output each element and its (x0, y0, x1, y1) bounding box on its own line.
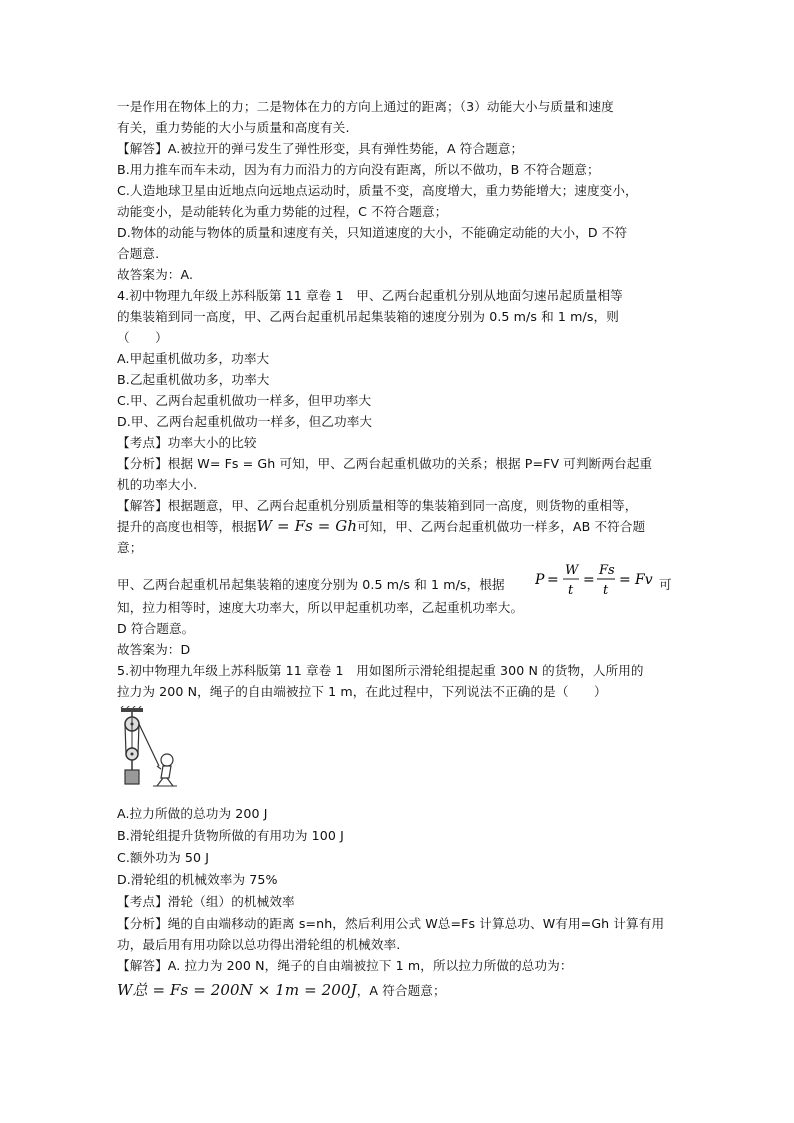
formula-line-suffix: ，A 符合题意； (356, 983, 446, 998)
question-4-stem: 4.初中物理九年级上苏科版第 11 章卷 1 甲、乙两台起重机分别从地面匀速吊起质量相等 (117, 288, 623, 303)
text-line: 拉力为 200 N，绳子的自由端被拉下 1 m，在此过程中，下列说法不正确的是（ ） (117, 684, 607, 699)
text-line: 有关，重力势能的大小与质量和高度有关. (117, 120, 350, 135)
text-line: （ ） (117, 330, 168, 345)
fenxi-line: 【分析】绳的自由端移动的距离 s=nh，然后利用公式 W总=Fs 计算总功、W有用=Gh 计算有用 (117, 916, 665, 931)
pulley-figure (117, 706, 187, 796)
jieda-line: 【解答】A. 拉力为 200 N，绳子的自由端被拉下 1 m，所以拉力所做的总功为： (117, 958, 573, 973)
svg-text:W: W (565, 563, 579, 578)
formula-line-suffix: 可 (659, 577, 672, 592)
formula-total-work: W总 = Fs = 200N × 1m = 200J (117, 981, 357, 999)
text-line: 故答案为：D (117, 642, 191, 657)
option-d: D.滑轮组的机械效率为 75% (117, 872, 278, 887)
text-line: D 符合题意。 (117, 621, 195, 636)
formula-w: W = Fs = Gh (256, 517, 358, 535)
option-a: A.甲起重机做功多，功率大 (117, 351, 270, 366)
text-line: 动能变小，是动能转化为重力势能的过程，C 不符合题意； (117, 204, 448, 219)
text-line: 一是作用在物体上的力；二是物体在力的方向上通过的距离；（3）动能大小与质量和速度 (117, 99, 614, 114)
option-b: B.滑轮组提升货物所做的有用功为 100 J (117, 828, 344, 843)
text-line: 的集装箱到同一高度，甲、乙两台起重机吊起集装箱的速度分别为 0.5 m/s 和 1 m/s，则 (117, 309, 619, 324)
kaodian-line: 【考点】功率大小的比较 (117, 435, 257, 450)
text-line: 意； (117, 540, 143, 555)
question-5-stem: 5.初中物理九年级上苏科版第 11 章卷 1 用如图所示滑轮组提起重 300 N 的货物，人所用的 (117, 663, 644, 678)
svg-text:P: P (535, 572, 545, 588)
option-c: C.额外功为 50 J (117, 850, 210, 865)
text-line: 知，拉力相等时，速度大功率大，所以甲起重机功率，乙起重机功率大。 (117, 600, 524, 615)
svg-text:t: t (603, 583, 609, 598)
kaodian-line: 【考点】滑轮（组）的机械效率 (117, 894, 295, 909)
svg-text:Fv: Fv (635, 572, 653, 588)
option-b: B.乙起重机做功多，功率大 (117, 372, 270, 387)
option-a: A.拉力所做的总功为 200 J (117, 806, 268, 821)
text-line: 合题意. (117, 246, 160, 261)
option-c: C.甲、乙两台起重机做功一样多，但甲功率大 (117, 393, 372, 408)
option-d: D.甲、乙两台起重机做功一样多，但乙功率大 (117, 414, 373, 429)
text-line: 故答案为：A. (117, 267, 194, 282)
svg-text:Fs: Fs (599, 563, 615, 578)
fenxi-line: 【分析】根据 W= Fs = Gh 可知，甲、乙两台起重机做功的关系；根据 P=FV 可判断两台起重 (117, 456, 653, 471)
text-line: B.用力推车而车未动，因为有力而沿力的方向没有距离，所以不做功，B 不符合题意； (117, 162, 600, 177)
svg-text:=: = (583, 572, 595, 588)
formula-line-prefix: 甲、乙两台起重机吊起集装箱的速度分别为 0.5 m/s 和 1 m/s，根据 (117, 577, 505, 592)
power-formula (535, 560, 659, 600)
text-line: C.人造地球卫星由近地点向远地点运动时，质量不变，高度增大，重力势能增大；速度变小， (117, 183, 638, 198)
svg-text:=: = (619, 572, 631, 588)
text-line: 【解答】A.被拉开的弹弓发生了弹性形变，具有弹性势能，A 符合题意； (117, 141, 524, 156)
formula-line-total-work (117, 981, 687, 1000)
svg-text:t: t (568, 583, 574, 598)
jieda-line: 【解答】根据题意，甲、乙两台起重机分别质量相等的集装箱到同一高度，则货物的重相等， (117, 498, 638, 513)
formula-line-prefix: 提升的高度也相等，根据 (117, 519, 257, 534)
svg-text:=: = (547, 572, 559, 588)
text-line: 机的功率大小. (117, 477, 198, 492)
formula-line-suffix: 可知，甲、乙两台起重机做功一样多，AB 不符合题 (357, 519, 646, 534)
text-line: D.物体的动能与物体的质量和速度有关，只知道速度的大小，不能确定动能的大小，D 不符 (117, 225, 628, 240)
formula-line-w (117, 517, 687, 536)
text-line: 功，最后用有用功除以总功得出滑轮组的机械效率. (117, 937, 401, 952)
